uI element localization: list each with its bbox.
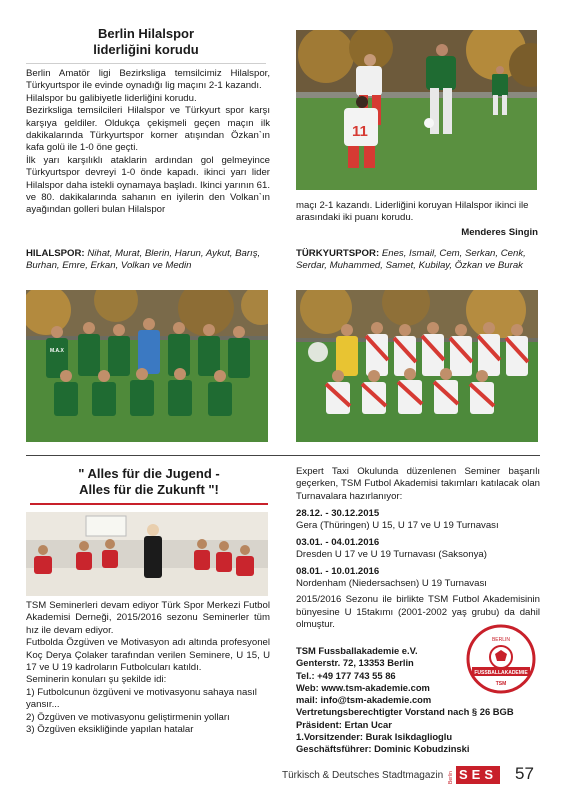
hilal-paragraph-2: Hilalspor bu galibiyetle liderliğini korudu. [26, 92, 197, 104]
schedule-desc: Nordenham (Niedersachsen) U 19 Turnavası [296, 578, 487, 590]
tournament-section [296, 466, 540, 503]
seminar-photo [26, 512, 268, 596]
tsm-article-body [26, 600, 270, 736]
hilal-paragraph-1: Berlin Amatör ligi Bezirksliga temsilcimiz Hilalspor, Türkyurtspor ile evinde oynadığı lig maçını 2-1 kazandı. [26, 68, 270, 92]
tournament-outro: 2015/2016 Sezonu ile birlikte TSM Futbol Akademisinin bünyesine U 15takımı (2001-2002 yaş grubu) da dahil olmuştur. [296, 594, 540, 631]
brand-logo: SES [456, 766, 500, 784]
section-separator [26, 455, 540, 456]
logo-letters: TSM [495, 681, 507, 687]
tournament-schedule [296, 508, 540, 632]
hilal-title-line2: liderliğini korudu [93, 42, 199, 57]
contact-name: TSM Fussballakademie e.V. [296, 645, 418, 656]
tsm-topic-1: 1) Futbolcunun özgüveni ve motivasyonu sahaya nasıl yansır... [26, 686, 257, 711]
tournament-intro: Expert Taxi Okulunda düzenlenen Seminer başarılı geçerken, TSM Futbol Akademisi takımları katılacak olan Turnavalara hazırlanıyor: [296, 466, 540, 502]
footer-brand-small: Berlin [448, 771, 454, 784]
hilal-title-line1: Berlin Hilalspor [97, 26, 195, 41]
article-author: Menderes Singin [461, 226, 538, 238]
hilal-paragraph-3: Bezirksliga temsilcileri Hilalspor ve Türkyurt spor karşı karşıya geldiler. Oldukça çekişmeli geçen maçın ilk dakikalarında Türkyurtspor korner atışından Özkan`ın kafa golü ile 1-0 öne geçti. [26, 105, 270, 154]
schedule-date: 03.01. - 04.01.2016 [296, 536, 380, 548]
contact-tel: Tel.: +49 177 743 55 86 [296, 669, 396, 681]
match-action-photo [296, 30, 537, 190]
logo-top-text: BERLIN [491, 637, 511, 643]
schedule-date: 28.12. - 30.12.2015 [296, 508, 380, 519]
tsm-paragraph-2: Futbolda Özgüven ve Motivasyon adı altında profesyonel Koç Derya Çolaker tarafından verilen Seminere, U 15, U 17 ve U 19 kadroların Futbolcuları katıldı. [26, 637, 270, 674]
hilal-lineup [26, 248, 270, 273]
logo-band-text: FUSSBALLAKADEMIE [474, 670, 528, 676]
hilalspor-team-photo [26, 290, 268, 442]
tsm-paragraph-1: TSM Seminerleri devam ediyor Türk Spor Merkezi Futbol Akademisi Derneği, 2015/2016 sezonu Seminerler tüm hız ile devam ediyor. [26, 600, 270, 636]
tsm-paragraph-3: Seminerin konuları şu şekilde idi: [26, 674, 167, 686]
tsm-topic-2: 2) Özgüven ve motivasyonu geliştirmenin yolları [26, 711, 230, 723]
contact-mail[interactable]: mail: info@tsm-akademie.com [296, 694, 432, 706]
tsm-title [30, 466, 268, 498]
schedule-desc: Dresden U 17 ve U 19 Turnavası (Saksonya) [296, 549, 487, 561]
schedule-item [296, 566, 540, 591]
turkyurtspor-team-photo [296, 290, 538, 442]
contact-rep: Vertretungsberechtigter Vorstand nach § 26 BGB [296, 706, 514, 718]
hilal-paragraph-4: İlk yarı karşılıklı ataklarin ardından gol gelmeyince Türkyurtspor devreyi 1-0 önde kapadı. ikinci yarı lider Hilalspor daha istekli oynamaya başladı. Ikinci yarının 61. ve 80. dakikalarında sahanın en iyilerin den Volkan`ın ayağından golleri bulan Hilalspor [26, 154, 270, 216]
hilal-article-continuation [296, 200, 538, 239]
hilal-article-title [26, 26, 266, 58]
hilal-lineup-players: Nihat, Murat, Blerin, Harun, Aykut, Barış, Burhan, Emre, Erkan, Volkan ve Medin [26, 248, 261, 272]
tsm-logo [466, 624, 536, 694]
tsm-title-underline [30, 503, 268, 505]
tsm-title-line1: " Alles für die Jugend - [78, 466, 220, 481]
hilal-lineup-label: HILALSPOR: [26, 248, 85, 259]
turkyurt-lineup-players: Enes, Ismail, Cem, Serkan, Cenk, Serdar, Muhammed, Samet, Kubilay, Özkan ve Burak [296, 248, 526, 272]
contact-block [296, 645, 514, 756]
hilal-article-body [26, 68, 270, 217]
contact-chair: 1.Vorsitzender: Burak Isikdaglioglu [296, 731, 453, 743]
schedule-date: 08.01. - 10.01.2016 [296, 565, 380, 577]
schedule-desc: Gera (Thüringen) U 15, U 17 ve U 19 Turnavası [296, 520, 499, 532]
tsm-title-line2: Alles für die Zukunft "! [79, 482, 219, 497]
contact-web[interactable]: Web: www.tsm-akademie.com [296, 681, 430, 693]
page-number: 57 [515, 764, 534, 783]
contact-president: Präsident: Ertan Ucar [296, 718, 392, 730]
contact-address: Genterstr. 72, 13353 Berlin [296, 657, 414, 669]
tsm-topic-3: 3) Özgüven eksikliğinde yapılan hatalar [26, 724, 194, 736]
sponsor-text: M.A.X [50, 348, 64, 354]
title-divider [26, 63, 266, 64]
footer-brand [456, 766, 500, 784]
schedule-item [296, 508, 540, 533]
jersey-number: 11 [352, 123, 368, 140]
contact-manager: Geschäftsführer: Dominic Kobudzinski [296, 743, 470, 755]
turkyurt-lineup [296, 248, 538, 273]
schedule-item [296, 537, 540, 562]
continuation-text: maçı 2-1 kazandı. Liderliğini koruyan Hilalspor ikinci ile arasındaki iki puanı korudu. [296, 200, 529, 224]
turkyurt-lineup-label: TÜRKYURTSPOR: [296, 248, 380, 259]
footer-magazine: Türkisch & Deutsches Stadtmagazin [282, 770, 444, 781]
